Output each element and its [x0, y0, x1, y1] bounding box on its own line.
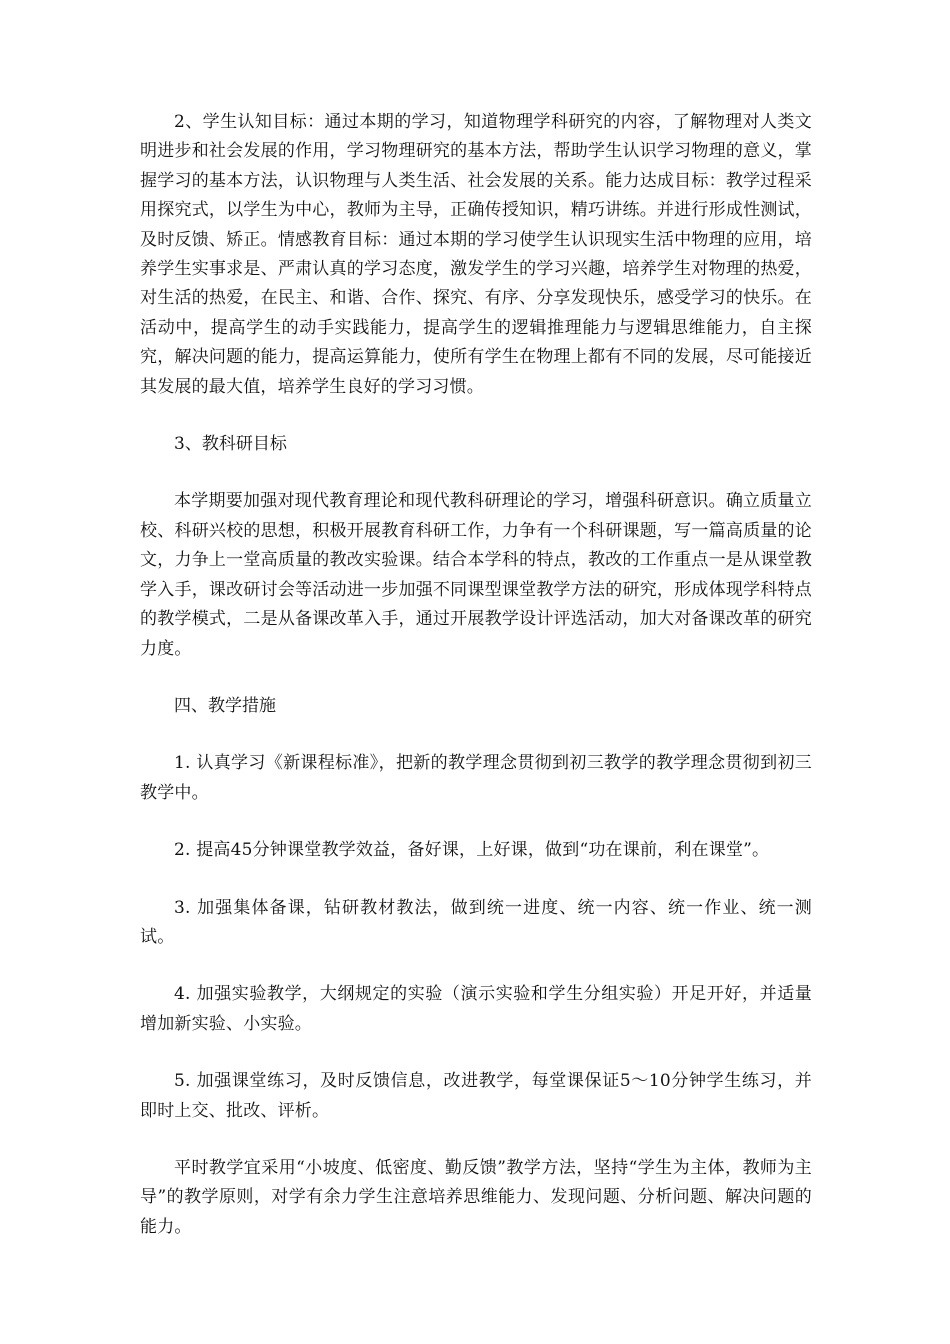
- measure-item-5: 5. 加强课堂练习，及时反馈信息，改进教学，每堂课保证5～10分钟学生练习，并即时上交、批改、评析。: [140, 1071, 812, 1121]
- measure-item-4: 4. 加强实验教学，大纲规定的实验（演示实验和学生分组实验）开足开好，并适量增加新实验、小实验。: [140, 984, 812, 1034]
- paragraph-teaching-method: 平时教学宜采用“小坡度、低密度、勤反馈”教学方法，坚持“学生为主体，教师为主导”的教学原则，对学有余力学生注意培养思维能力、发现问题、分析问题、解决问题的能力。: [140, 1157, 812, 1237]
- measure-item-1: 1. 认真学习《新课程标准》，把新的教学理念贯彻到初三教学的教学理念贯彻到初三教学中。: [140, 753, 812, 803]
- heading-research-goals: 3、教科研目标: [174, 434, 287, 455]
- heading-teaching-measures: 四、教学措施: [174, 695, 276, 716]
- measure-item-3: 3. 加强集体备课，钻研教材教法，做到统一进度、统一内容、统一作业、统一测试。: [140, 897, 812, 947]
- paragraph-cognitive-goals: 2、学生认知目标：通过本期的学习，知道物理学科研究的内容，了解物理对人类文明进步和社会发展的作用，学习物理研究的基本方法，帮助学生认识学习物理的意义，掌握学习的基本方法，认识物理与人类生活、社会发展的关系。能力达成目标：教学过程采用探究式，以学生为中心，教师为主导，正确传授知识，精巧讲练。并进行形成性测试，及时反馈、矫正。情感教育目标：通过本期的学习使学生认识现实生活中物理的应用，培养学生实事求是、严肃认真的学习态度，激发学生的学习兴趣，培养学生对物理的热爱，对生活的热爱，在民主、和谐、合作、探究、有序、分享发现快乐，感受学习的快乐。在活动中，提高学生的动手实践能力，提高学生的逻辑推理能力与逻辑思维能力，自主探究，解决问题的能力，提高运算能力，使所有学生在物理上都有不同的发展，尽可能接近其发展的最大值，培养学生良好的学习习惯。: [140, 112, 812, 397]
- measure-item-2: 2. 提高45分钟课堂教学效益，备好课，上好课，做到“功在课前，利在课堂”。: [174, 840, 770, 861]
- document-body: [140, 108, 812, 1242]
- paragraph-research-goals: 本学期要加强对现代教育理论和现代教科研理论的学习，增强科研意识。确立质量立校、科研兴校的思想，积极开展教育科研工作，力争有一个科研课题，写一篇高质量的论文，力争上一堂高质量的教改实验课。结合本学科的特点，教改的工作重点一是从课堂教学入手，课改研讨会等活动进一步加强不同课型课堂教学方法的研究，形成体现学科特点的教学模式，二是从备课改革入手，通过开展教学设计评选活动，加大对备课改革的研究力度。: [140, 491, 812, 659]
